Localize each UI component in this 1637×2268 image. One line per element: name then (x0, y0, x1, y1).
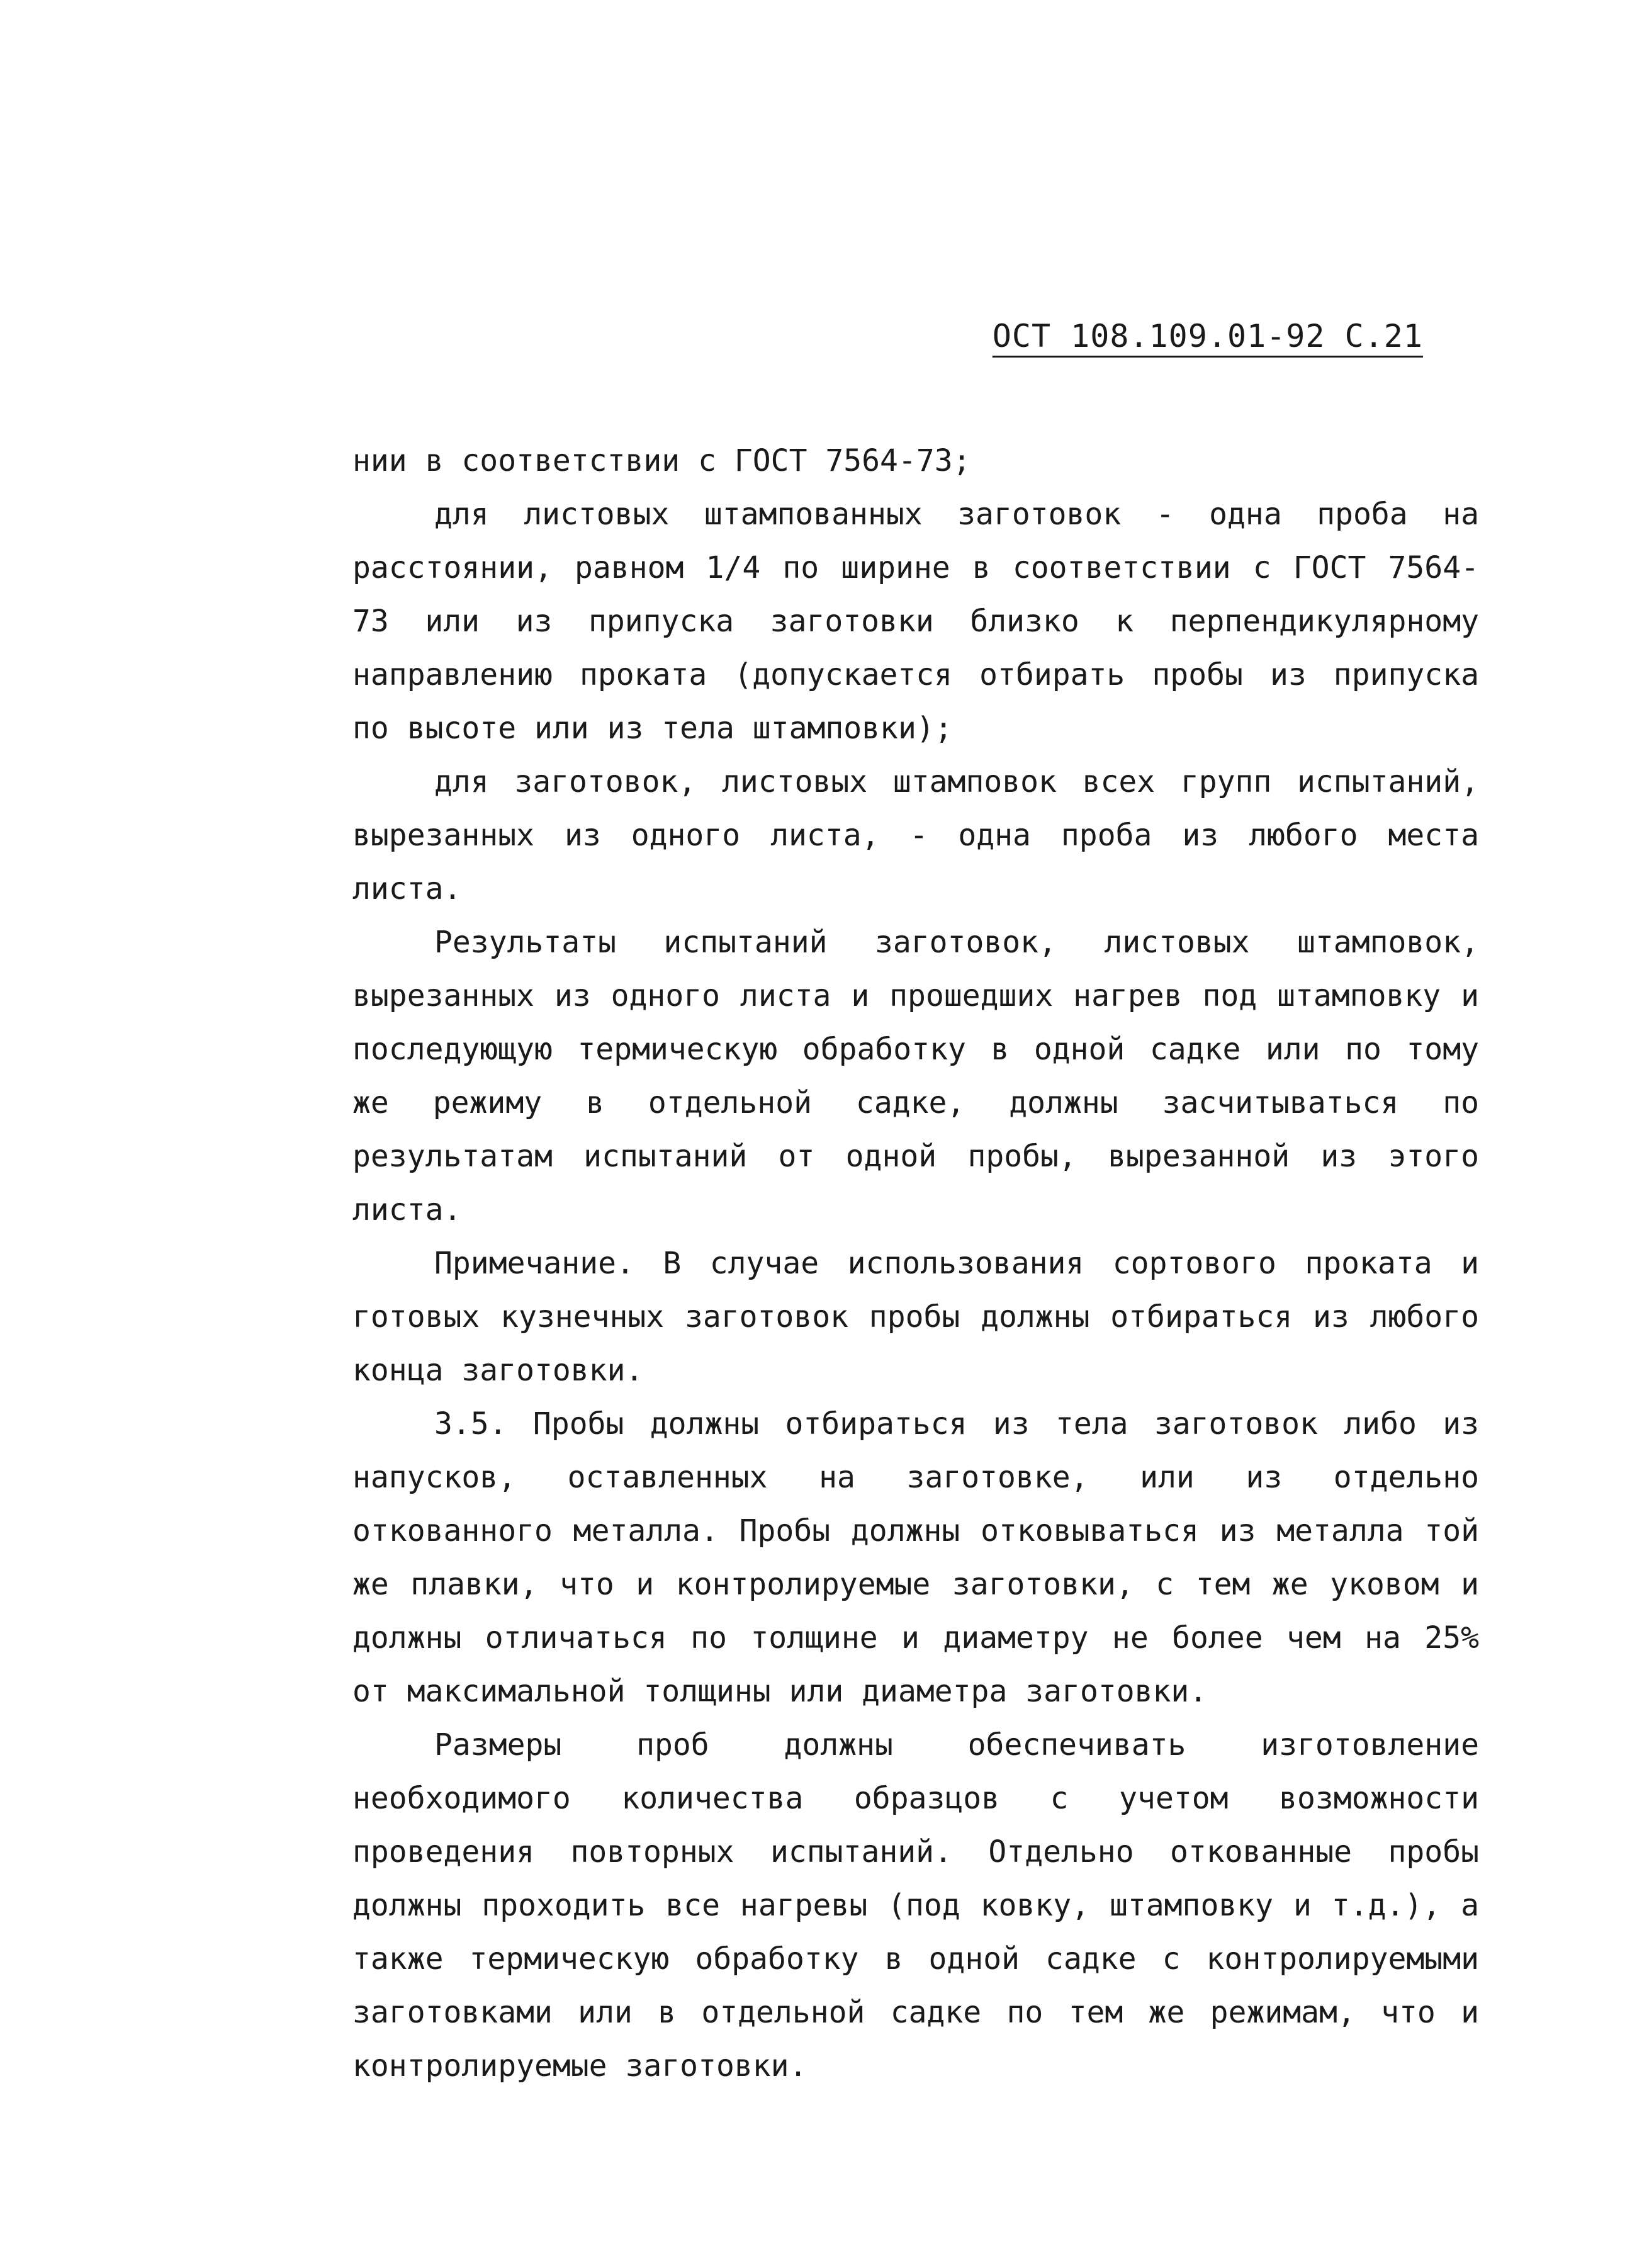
document-body (352, 434, 1479, 2093)
paragraph-continuation: нии в соответствии с ГОСТ 7564-73; (352, 443, 971, 478)
paragraph-3-5: 3.5. Пробы должны отбираться из тела заготовок либо из напусков, оставленных на заготовке, или из отдельно откованного металла. Пробы должны отковываться из металла той же плавки, что и контролируемые заготовки, с тем же уковом и должны отличаться по толщине и диаметру не более чем на 25% от максимальной толщины или диаметра заготовки. (352, 1406, 1479, 1709)
paragraph-sample-sizes: Размеры проб должны обеспечивать изготовление необходимого количества образцов с учетом возможности проведения повторных испытаний. Отдельно откованные пробы должны проходить все нагревы (под ковку, штамповку и т.д.), а также термическую обработку в одной садке с контролируемыми заготовками или в отдельной садке по тем же режимам, что и контролируемые заготовки. (352, 1727, 1479, 2084)
page-header: ОСТ 108.109.01-92 С.21 (992, 318, 1423, 354)
paragraph-test-results: Результаты испытаний заготовок, листовых штамповок, вырезанных из одного листа и прошедших нагрев под штамповку и последующую термическую обработку в одной садке или по тому же режиму в отдельной садке, должны засчитываться по результатам испытаний от одной пробы, вырезанной из этого листа. (352, 925, 1479, 1227)
paragraph-sheet-stampings: для листовых штампованных заготовок - одна проба на расстоянии, равном 1/4 по ширине в соответствии с ГОСТ 7564-73 или из припуска заготовки близко к перпендикулярному направлению проката (допускается отбирать пробы из припуска по высоте или из тела штамповки); (352, 497, 1479, 746)
paragraph-note: Примечание. В случае использования сортового проката и готовых кузнечных заготовок пробы должны отбираться из любого конца заготовки. (352, 1246, 1479, 1388)
paragraph-one-sheet: для заготовок, листовых штамповок всех групп испытаний, вырезанных из одного листа, - одна проба из любого места листа. (352, 764, 1479, 906)
